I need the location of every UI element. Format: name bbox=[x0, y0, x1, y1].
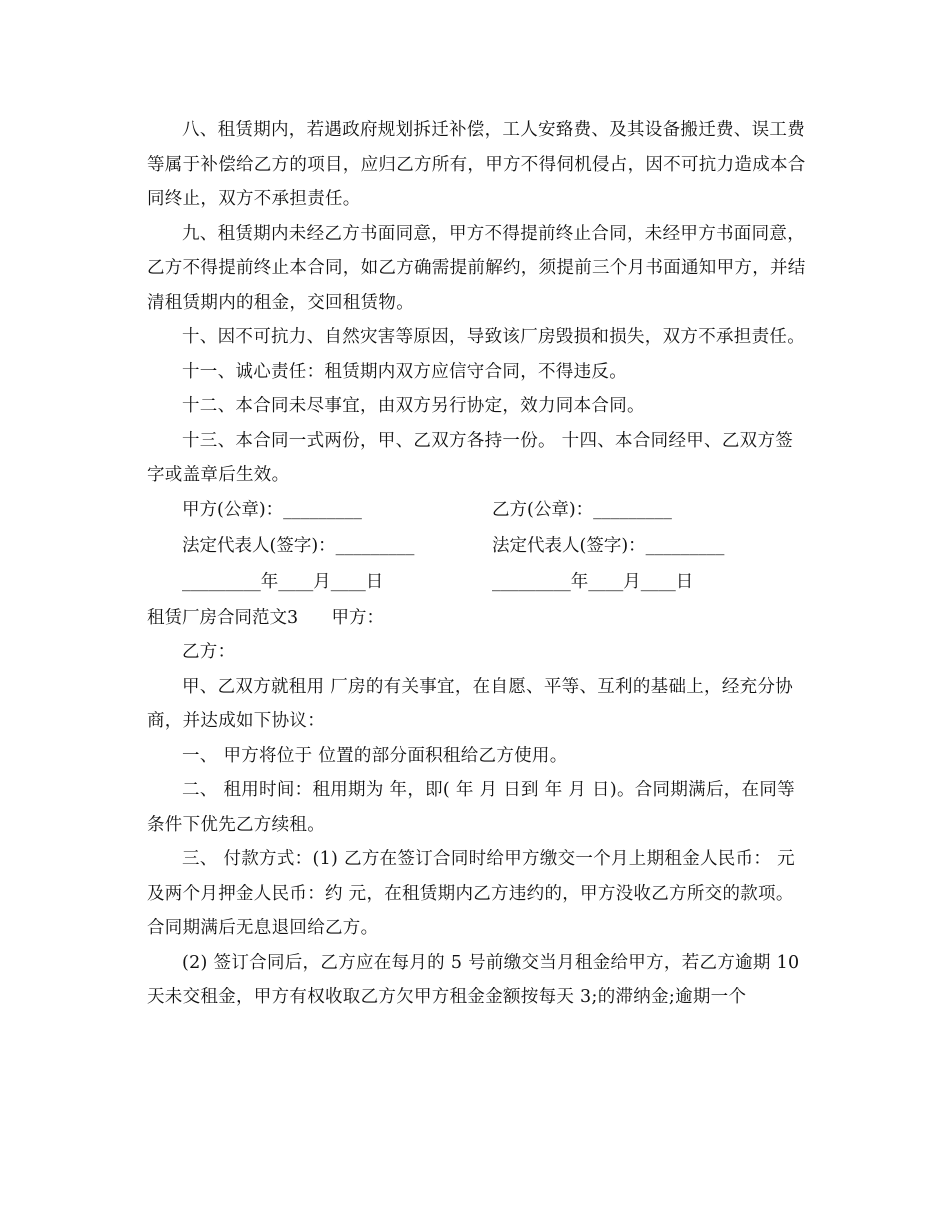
party-b-seal: 乙方(公章)：_________ bbox=[492, 499, 672, 520]
party-b-date: _________年____月____日 bbox=[492, 571, 694, 592]
clause-13-14: 十三、本合同一式两份，甲、乙双方各持一份。 十四、本合同经甲、乙双方签字或盖章后生效。 bbox=[147, 430, 794, 485]
signature-date-row bbox=[147, 565, 807, 601]
clause-3: 三、 付款方式：(1) 乙方在签订合同时给甲方缴交一个月上期租金人民币： 元及两个月押金人民币：约 元，在租赁期内乙方违约的，甲方没收乙方所交的款项。合同期满后无息退回给乙方。 bbox=[147, 849, 795, 938]
clause-3-2: (2) 签订合同后，乙方应在每月的 5 号前缴交当月租金给甲方，若乙方逾期 10 天未交租金，甲方有权收取乙方欠甲方租金金额按每天 3;的滞纳金;逾期一个 bbox=[147, 952, 800, 1007]
party-b-line: 乙方： bbox=[182, 642, 236, 662]
preamble: 甲、乙双方就租用 厂房的有关事宜，在自愿、平等、互利的基础上，经充分协商，并达成如下协议： bbox=[147, 676, 794, 731]
clause-12: 十二、本合同未尽事宜，由双方另行协定，效力同本合同。 bbox=[182, 396, 645, 416]
clause-1: 一、 甲方将位于 位置的部分面积租给乙方使用。 bbox=[182, 745, 568, 766]
signature-rep-row bbox=[147, 529, 807, 565]
clause-8: 八、租赁期内，若遇政府规划拆迁补偿，工人安臵费、及其设备搬迁费、误工费等属于补偿给乙方的项目，应归乙方所有，甲方不得伺机侵占，因不可抗力造成本合同终止，双方不承担责任。 bbox=[147, 120, 806, 209]
clause-2: 二、 租用时间：租用期为 年，即( 年 月 日到 年 月 日)。合同期满后，在同等条件下优先乙方续租。 bbox=[147, 780, 795, 835]
party-b-rep: 法定代表人(签字)：_________ bbox=[492, 535, 725, 556]
clause-11: 十一、诚心责任：租赁期内双方应信守合同，不得违反。 bbox=[182, 361, 627, 382]
party-a-date: _________年____月____日 bbox=[182, 571, 384, 592]
clause-9: 九、租赁期内未经乙方书面同意，甲方不得提前终止合同，未经甲方书面同意，乙方不得提前终止本合同，如乙方确需提前解约，须提前三个月书面通知甲方，并结清租赁期内的租金，交回租赁物。 bbox=[147, 223, 806, 313]
sample-title: 租赁厂房合同范文3 甲方： bbox=[147, 607, 385, 628]
clause-10: 十、因不可抗力、自然灾害等原因，导致该厂房毁损和损失，双方不承担责任。 bbox=[182, 327, 805, 347]
signature-seal-row bbox=[147, 493, 807, 529]
party-a-rep: 法定代表人(签字)：_________ bbox=[182, 535, 415, 556]
document-page bbox=[147, 113, 807, 1015]
party-a-seal: 甲方(公章)：_________ bbox=[182, 499, 362, 520]
